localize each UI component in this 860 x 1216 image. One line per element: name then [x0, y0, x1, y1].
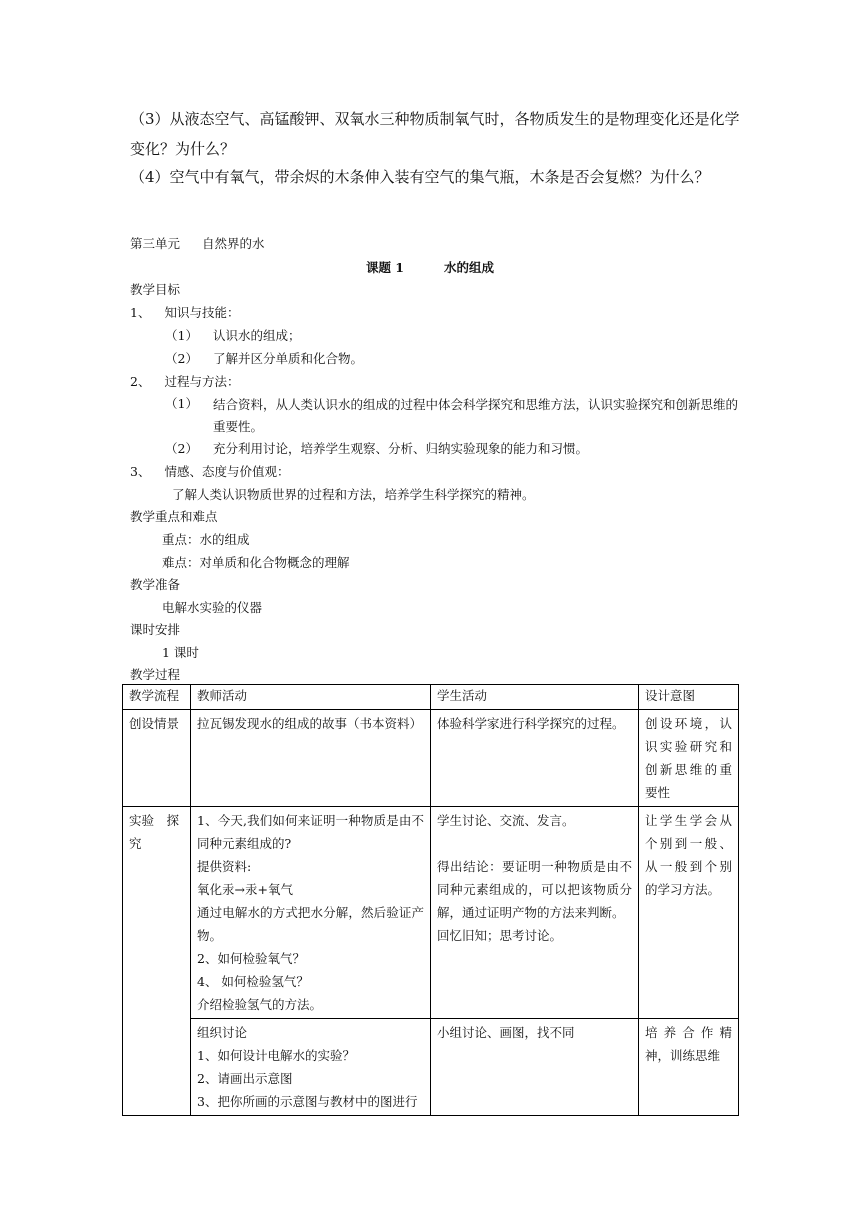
- objective-1-number: 1、: [130, 305, 151, 320]
- flow-cell: 创设情景: [123, 710, 191, 807]
- lesson-name: 水的组成: [444, 260, 495, 275]
- unit-heading: [130, 234, 265, 254]
- objective-2-label: 过程与方法：: [164, 374, 240, 389]
- objective-3-title: [130, 462, 289, 482]
- key-focus: 重点：水的组成: [162, 532, 250, 547]
- student-line: 回忆旧知；思考讨论。: [437, 928, 563, 943]
- student-line: 得出结论：要证明一种物质是由不同种元素组成的，可以把该物质分解，通过证明产物的方法来判断。: [437, 859, 632, 920]
- objective-2-item-1: 结合资料，从人类认识水的组成的过程中体会科学探究和思维方法，认识实验探究和创新思维的重要性。: [213, 397, 739, 434]
- header-teacher: 教师活动: [191, 685, 431, 710]
- teacher-line: 通过电解水的方式把水分解，然后验证产物。: [197, 905, 424, 943]
- intent-cell: 让学生学会从个别到一般、从一般到个别的学习方法。: [639, 807, 739, 1019]
- objective-1-item-2: 了解并区分单质和化合物。: [213, 351, 364, 366]
- student-line: 学生讨论、交流、发言。: [437, 813, 575, 828]
- teacher-line: 1、如何设计电解水的实验？: [197, 1048, 355, 1063]
- process-table: [122, 684, 739, 1116]
- student-cell: 体验科学家进行科学探究的过程。: [431, 710, 639, 807]
- table-row: [123, 710, 739, 807]
- objective-3-number: 3、: [130, 464, 151, 479]
- key-difficulty: 难点：对单质和化合物概念的理解: [162, 555, 350, 570]
- header-intent: 设计意图: [639, 685, 739, 710]
- question-4: （4）空气中有氧气，带余烬的木条伸入装有空气的集气瓶，木条是否会复燃？为什么？: [130, 168, 710, 186]
- teacher-line: 2、请画出示意图: [197, 1071, 293, 1086]
- objective-2-item-2: 充分利用讨论，培养学生观察、分析、归纳实验现象的能力和习惯。: [213, 441, 589, 456]
- teacher-line: 3、把你所画的示意图与教材中的图进行: [197, 1094, 418, 1109]
- objective-1-item-1-number: （1）: [165, 328, 198, 343]
- schedule-text: 1 课时: [162, 645, 199, 660]
- teacher-cell: 拉瓦锡发现水的组成的故事（书本资料）: [191, 710, 431, 807]
- header-student: 学生活动: [431, 685, 639, 710]
- objective-3-text: 了解人类认识物质世界的过程和方法，培养学生科学探究的精神。: [172, 487, 535, 502]
- table-row: [123, 1019, 739, 1116]
- teacher-line: 2、如何检验氧气？: [197, 951, 305, 966]
- objective-1-label: 知识与技能：: [164, 305, 240, 320]
- table-row: [123, 807, 739, 1019]
- teacher-line: 4、 如何检验氢气？: [197, 974, 309, 989]
- intent-cell: 培养合作精神，训练思维: [639, 1019, 739, 1116]
- teacher-line: 介绍检验氢气的方法。: [197, 997, 323, 1012]
- flow-cell: 实验 探究: [123, 807, 191, 1116]
- intent-cell: 创设环境，认识实验研究和创新思维的重要性: [639, 710, 739, 807]
- lesson-label: 课题 1: [365, 260, 405, 275]
- teacher-line: 提供资料:: [197, 859, 252, 874]
- lesson-title: [0, 258, 860, 278]
- schedule-heading: 课时安排: [130, 622, 181, 637]
- objective-1-title: [130, 303, 239, 323]
- prep-heading: 教学准备: [130, 577, 181, 592]
- prep-text: 电解水实验的仪器: [162, 600, 263, 615]
- teacher-cell: [191, 807, 431, 1019]
- objective-2-item-2-number: （2）: [165, 441, 198, 456]
- objective-2-item-1-number: （1）: [165, 396, 198, 411]
- unit-label: 第三单元: [130, 236, 181, 251]
- process-heading: 教学过程: [130, 667, 181, 682]
- student-cell: 小组讨论、画图，找不同: [431, 1019, 639, 1116]
- table-header-row: [123, 685, 739, 710]
- unit-name: 自然界的水: [202, 236, 265, 251]
- objective-2-number: 2、: [130, 374, 151, 389]
- key-heading: 教学重点和难点: [130, 509, 218, 524]
- objectives-heading: 教学目标: [130, 282, 181, 297]
- objective-1-item-1: 认识水的组成；: [213, 328, 301, 343]
- teacher-line: 1、今天,我们如何来证明一种物质是由不同种元素组成的?: [197, 813, 424, 851]
- objective-2-title: [130, 372, 239, 392]
- question-3: （3）从液态空气、高锰酸钾、双氧水三种物质制氧气时，各物质发生的是物理变化还是化学变化？为什么？: [130, 110, 740, 158]
- teacher-line: 氧化汞→汞+氧气: [197, 882, 293, 897]
- teacher-cell: [191, 1019, 431, 1116]
- objective-1-item-2-number: （2）: [165, 351, 198, 366]
- objective-3-label: 情感、态度与价值观：: [164, 464, 290, 479]
- teacher-line: 组织讨论: [197, 1025, 248, 1040]
- header-flow: 教学流程: [123, 685, 191, 710]
- student-cell: [431, 807, 639, 1019]
